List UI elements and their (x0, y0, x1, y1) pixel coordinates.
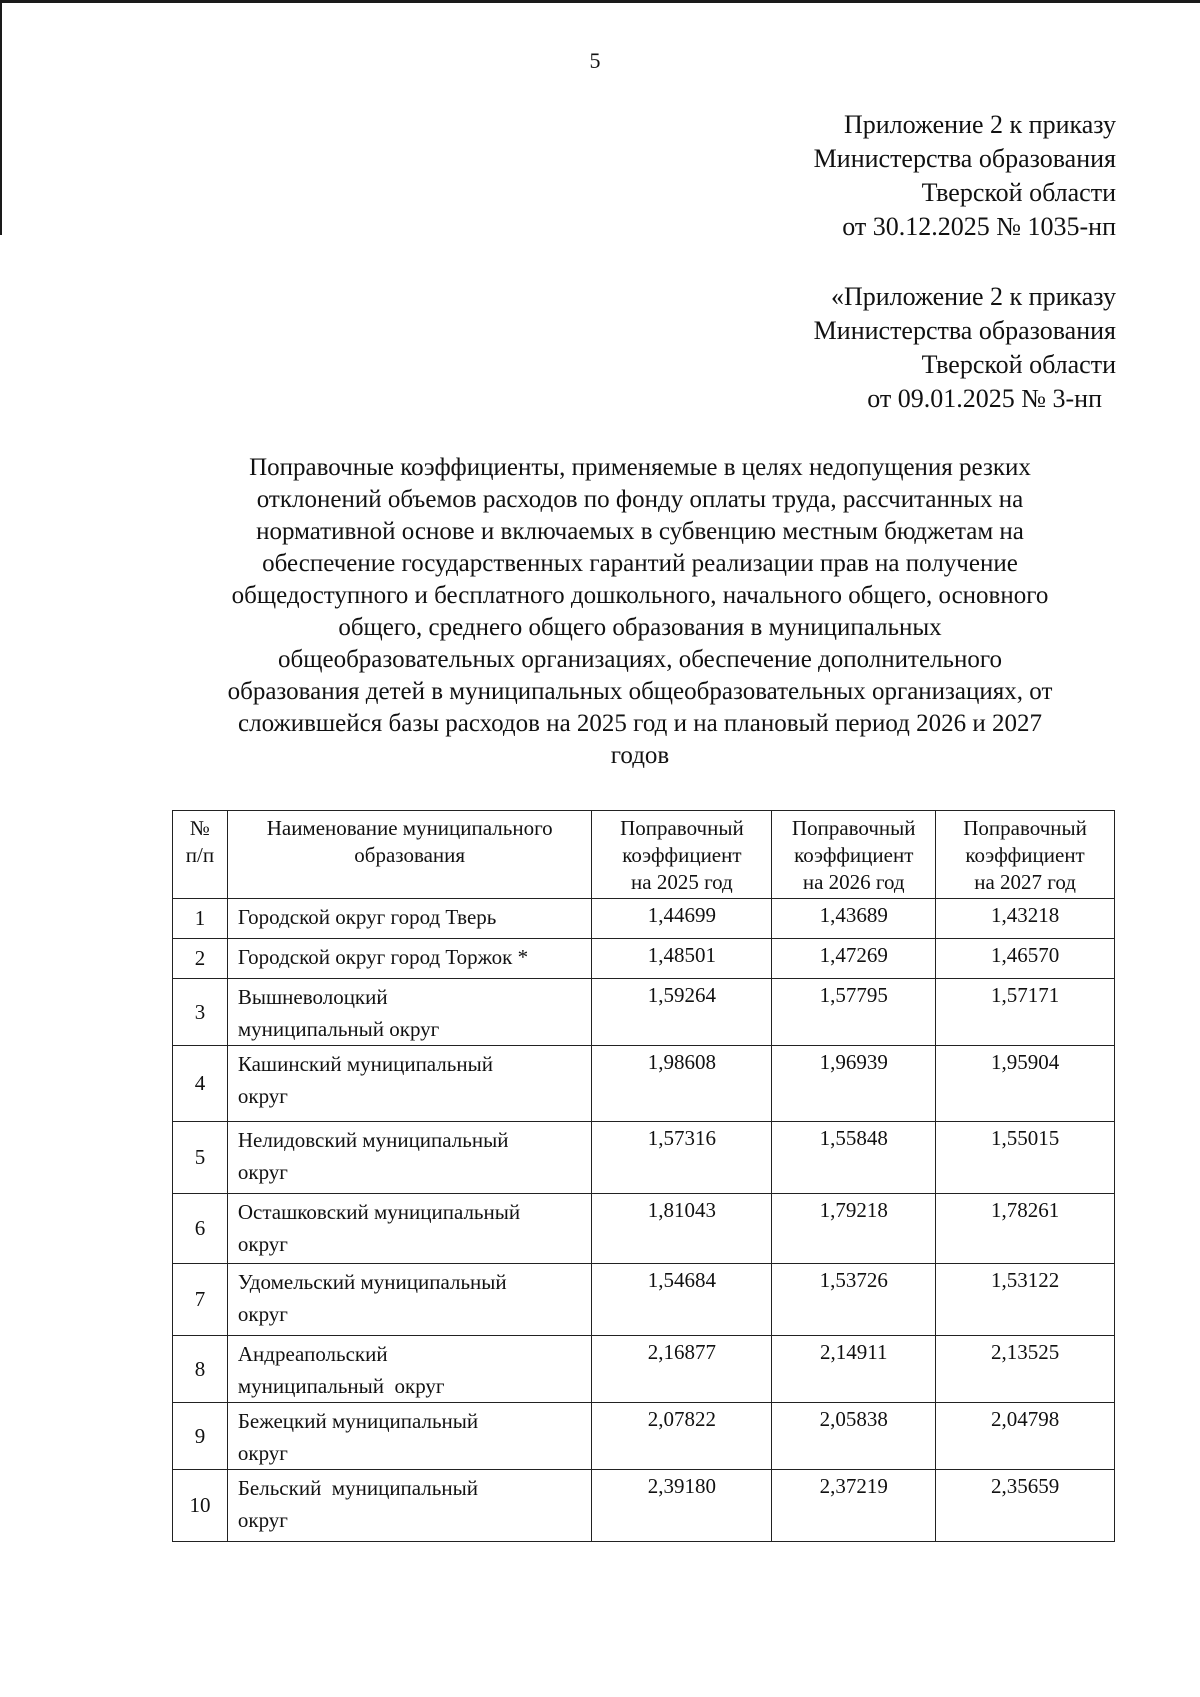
row-municipality (227, 1046, 592, 1122)
header-num (173, 811, 228, 899)
row-coef-2025: 1,59264 (592, 979, 772, 1046)
table-row (173, 1264, 1115, 1336)
row-coef-2026: 1,96939 (772, 1046, 936, 1122)
header-2027 (936, 811, 1115, 899)
row-municipality (227, 1336, 592, 1403)
appendix-header-previous (814, 280, 1116, 416)
name-line: округ (237, 1302, 288, 1326)
title-line: нормативной основе и включаемых в субвенцию местным бюджетам на (256, 518, 1024, 545)
row-municipality (227, 1403, 592, 1470)
name-line: муниципальный округ (237, 1017, 440, 1041)
name-line: Вышневолоцкий (237, 985, 388, 1009)
table-row (173, 1046, 1115, 1122)
header-text: коэффициент (794, 843, 914, 867)
title-line: сложившейся базы расходов на 2025 год и на плановый период 2026 и 2027 (238, 710, 1042, 737)
name-line: округ (237, 1160, 288, 1184)
row-coef-2027: 2,13525 (936, 1336, 1115, 1403)
name-line: округ (237, 1084, 288, 1108)
name-line: Городской округ город Тверь (237, 905, 497, 929)
table-row (173, 1194, 1115, 1264)
row-municipality (227, 979, 592, 1046)
table-row (173, 979, 1115, 1046)
row-coef-2026: 1,43689 (772, 899, 936, 939)
row-coef-2026: 1,57795 (772, 979, 936, 1046)
header-line: от 30.12.2025 № 1035-нп (842, 212, 1116, 241)
row-coef-2026: 2,05838 (772, 1403, 936, 1470)
page-number: 5 (589, 48, 601, 73)
row-coef-2025: 2,16877 (592, 1336, 772, 1403)
row-number: 7 (173, 1264, 228, 1336)
table-row (173, 1122, 1115, 1194)
table-header-row (173, 811, 1115, 899)
header-text: коэффициент (622, 843, 742, 867)
row-coef-2027: 1,46570 (936, 939, 1115, 979)
name-line: Бельский муниципальный (237, 1476, 478, 1500)
name-line: Кашинский муниципальный (237, 1052, 493, 1076)
header-2025 (592, 811, 772, 899)
row-number: 1 (173, 899, 228, 939)
header-text: № (189, 816, 210, 840)
row-coef-2026: 1,79218 (772, 1194, 936, 1264)
header-text: Поправочный (791, 816, 916, 840)
row-coef-2026: 1,55848 (772, 1122, 936, 1194)
row-number: 9 (173, 1403, 228, 1470)
table-row (173, 939, 1115, 979)
header-text: на 2026 год (802, 870, 905, 894)
name-line: муниципальный округ (237, 1374, 445, 1398)
row-number: 10 (173, 1470, 228, 1542)
header-text: на 2025 год (631, 870, 733, 894)
table-row (173, 1336, 1115, 1403)
header-text: на 2027 год (974, 870, 1076, 894)
row-municipality (227, 1122, 592, 1194)
row-coef-2025: 2,07822 (592, 1403, 772, 1470)
row-coef-2027: 2,35659 (936, 1470, 1115, 1542)
title-line: общего, среднего общего образования в муниципальных (338, 614, 942, 641)
row-number: 5 (173, 1122, 228, 1194)
row-coef-2026: 1,47269 (772, 939, 936, 979)
header-line: Тверской области (921, 178, 1116, 207)
name-line: округ (237, 1441, 288, 1465)
header-line: Тверской области (921, 350, 1116, 379)
row-number: 2 (173, 939, 228, 979)
appendix-header-current (814, 108, 1116, 244)
row-municipality (227, 939, 592, 979)
table-row (173, 899, 1115, 939)
header-text: п/п (185, 843, 215, 867)
row-coef-2027: 1,78261 (936, 1194, 1115, 1264)
header-text: Поправочный (963, 816, 1087, 840)
name-line: Бежецкий муниципальный (237, 1409, 479, 1433)
row-number: 3 (173, 979, 228, 1046)
table-row (173, 1470, 1115, 1542)
title-line: Поправочные коэффициенты, применяемые в целях недопущения резких (249, 454, 1031, 481)
row-number: 8 (173, 1336, 228, 1403)
title-line: годов (610, 742, 670, 769)
row-coef-2025: 1,81043 (592, 1194, 772, 1264)
header-line: Министерства образования (813, 144, 1116, 173)
row-coef-2027: 1,57171 (936, 979, 1115, 1046)
header-text: Поправочный (620, 816, 744, 840)
row-coef-2025: 1,54684 (592, 1264, 772, 1336)
row-coef-2027: 1,53122 (936, 1264, 1115, 1336)
name-line: округ (237, 1508, 288, 1532)
row-coef-2025: 1,44699 (592, 899, 772, 939)
table-row (173, 1403, 1115, 1470)
row-coef-2026: 2,37219 (772, 1470, 936, 1542)
name-line: Удомельский муниципальный (237, 1270, 507, 1294)
row-coef-2027: 1,43218 (936, 899, 1115, 939)
row-coef-2027: 1,55015 (936, 1122, 1115, 1194)
header-line: Приложение 2 к приказу (843, 110, 1116, 139)
row-municipality (227, 899, 592, 939)
row-number: 6 (173, 1194, 228, 1264)
row-municipality (227, 1264, 592, 1336)
header-line: от 09.01.2025 № 3-нп (867, 384, 1102, 413)
scan-top-edge (0, 0, 1200, 3)
header-line: Министерства образования (813, 316, 1116, 345)
header-text: коэффициент (965, 843, 1085, 867)
document-title (160, 452, 1120, 772)
title-line: образования детей в муниципальных общеобразовательных организациях, от (227, 678, 1053, 705)
row-coef-2025: 1,48501 (592, 939, 772, 979)
name-line: округ (237, 1232, 288, 1256)
title-line: обеспечение государственных гарантий реализации прав на получение (262, 550, 1018, 577)
header-text: Наименование муниципального (266, 816, 553, 840)
row-coef-2026: 2,14911 (772, 1336, 936, 1403)
row-number: 4 (173, 1046, 228, 1122)
row-municipality (227, 1470, 592, 1542)
name-line: Городской округ город Торжок * (237, 945, 529, 969)
row-coef-2025: 1,98608 (592, 1046, 772, 1122)
row-coef-2027: 2,04798 (936, 1403, 1115, 1470)
title-line: отклонений объемов расходов по фонду оплаты труда, рассчитанных на (256, 486, 1024, 513)
header-line: «Приложение 2 к приказу (830, 282, 1116, 311)
name-line: Андреапольский (237, 1342, 388, 1366)
row-municipality (227, 1194, 592, 1264)
row-coef-2025: 1,57316 (592, 1122, 772, 1194)
row-coef-2026: 1,53726 (772, 1264, 936, 1336)
coefficients-table (172, 810, 1115, 1542)
row-coef-2027: 1,95904 (936, 1046, 1115, 1122)
title-line: общедоступного и бесплатного дошкольного, начального общего, основного (231, 582, 1049, 609)
row-coef-2025: 2,39180 (592, 1470, 772, 1542)
header-text: образования (354, 843, 466, 867)
scan-left-edge (0, 0, 2, 235)
name-line: Осташковский муниципальный (237, 1200, 521, 1224)
name-line: Нелидовский муниципальный (237, 1128, 509, 1152)
header-name (227, 811, 592, 899)
title-line: общеобразовательных организациях, обеспечение дополнительного (278, 646, 1002, 673)
header-2026 (772, 811, 936, 899)
